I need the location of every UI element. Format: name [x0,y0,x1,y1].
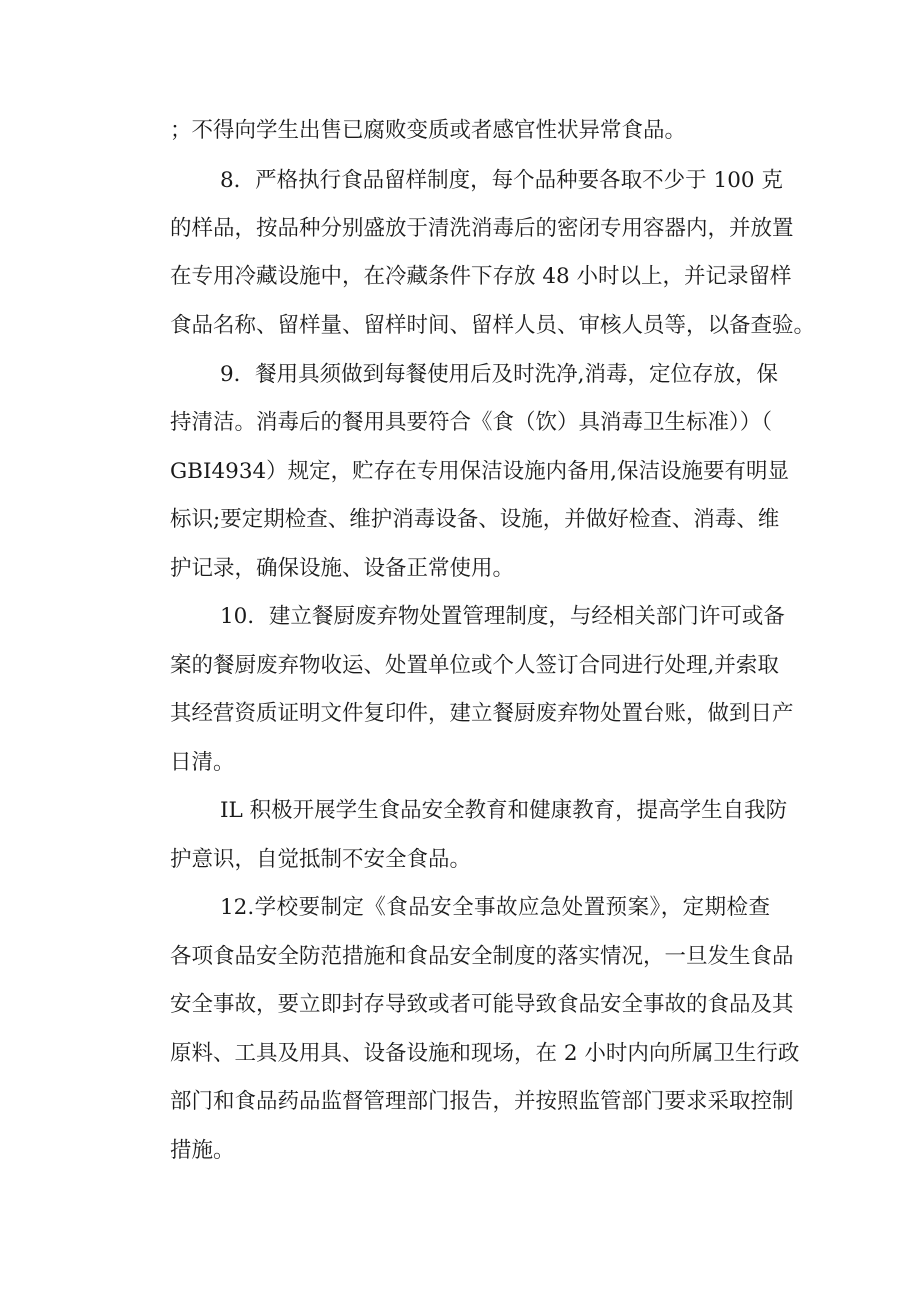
item-9-line-4: 标识;要定期检查、维护消毒设备、设施，并做好检查、消毒、维 [170,507,780,532]
item-12-line-3: 安全事故，要立即封存导致或者可能导致食品安全事故的食品及其 [170,992,794,1017]
item-8-line-1: 8．严格执行食品留样制度，每个品种要各取不少于 100 克 [220,168,783,193]
item-11-line-2: 护意识，自觉抵制不安全食品。 [170,847,472,872]
item-12-line-4: 原料、工具及用具、设备设施和现场，在 2 小时内向所属卫生行政 [170,1041,800,1066]
item-9-line-3: GBI4934）规定，贮存在专用保洁设施内备用,保洁设施要有明显 [170,459,790,484]
item-8-line-3: 在专用冷藏设施中，在冷藏条件下存放 48 小时以上，并记录留样 [170,264,792,289]
item-12-line-5: 部门和食品药品监督管理部门报告，并按照监管部门要求采取控制 [170,1089,794,1114]
item-8-line-2: 的样品，按品种分别盛放于清洗消毒后的密闭专用容器内，并放置 [170,216,794,241]
item-9-line-2: 持清洁。消毒后的餐用具要符合《食（饮）具消毒卫生标准））（ [170,410,773,435]
item-10-line-4: 日清。 [170,750,235,775]
item-9-line-1: 9．餐用具须做到每餐使用后及时洗净,消毒，定位存放，保 [220,362,779,387]
item-11-line-1: IL 积极开展学生食品安全教育和健康教育，提高学生自我防 [220,798,788,823]
item-12-line-2: 各项食品安全防范措施和食品安全制度的落实情况，一旦发生食品 [170,944,794,969]
item-10-line-3: 其经营资质证明文件复印件，建立餐厨废弃物处置台账，做到日产 [170,701,794,726]
item-12-line-1: 12.学校要制定《食品安全事故应急处置预案》，定期检查 [220,895,770,920]
item-12-line-6: 措施。 [170,1138,235,1163]
item-8-line-4: 食品名称、留样量、留样时间、留样人员、审核人员等，以备查验。 [170,313,816,338]
item-10-line-2: 案的餐厨废弃物收运、处置单位或个人签订合同进行处理,并索取 [170,653,779,678]
paragraph-continuation-line: ；不得向学生出售已腐败变质或者感官性状异常食品。 [170,118,687,143]
item-10-line-1: 10．建立餐厨废弃物处置管理制度，与经相关部门许可或备 [220,604,785,629]
item-9-line-5: 护记录，确保设施、设备正常使用。 [170,556,515,581]
